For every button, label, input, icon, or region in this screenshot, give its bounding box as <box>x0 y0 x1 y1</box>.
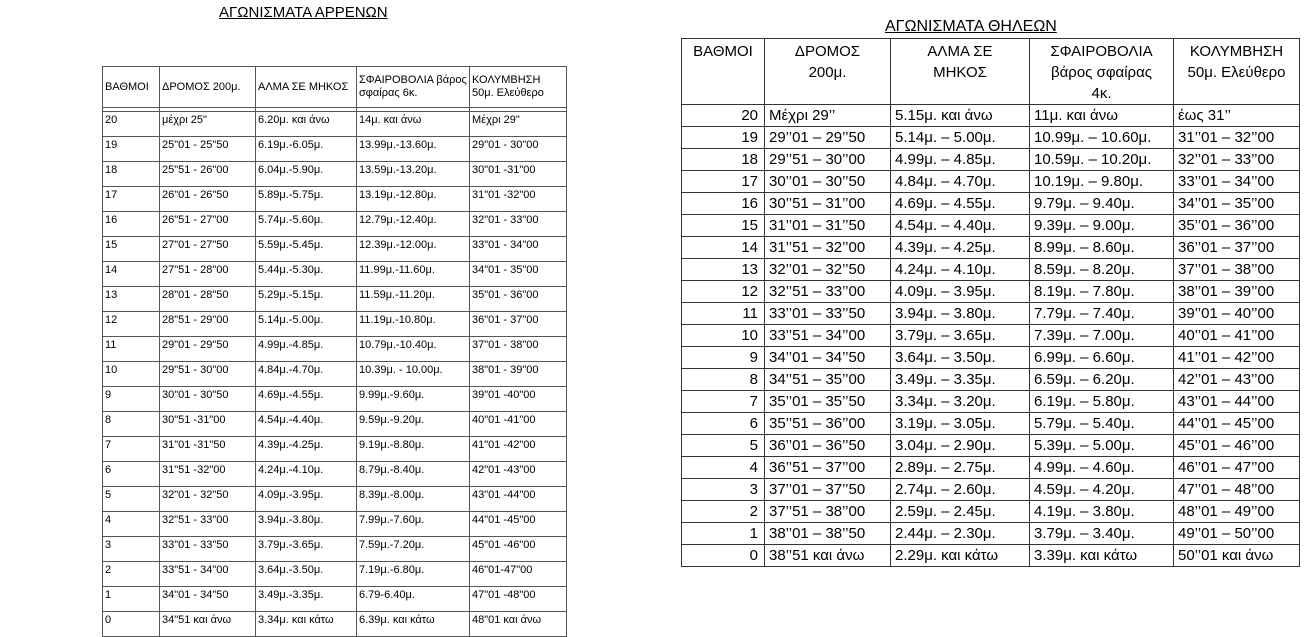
male-cell-swimming: 44"01 -45"00 <box>470 512 567 537</box>
male-cell-long-jump: 5.89μ.-5.75μ. <box>256 187 357 212</box>
female-cell-swimming: 49’’01 – 50’’00 <box>1174 523 1300 545</box>
male-cell-swimming: 42"01 -43"00 <box>470 462 567 487</box>
female-cell-shot-put: 8.59μ. – 8.20μ. <box>1030 259 1174 281</box>
female-cell-long-jump: 3.49μ. – 3.35μ. <box>891 369 1030 391</box>
table-row <box>682 479 1300 501</box>
female-cell-shot-put: 9.39μ. – 9.00μ. <box>1030 215 1174 237</box>
female-cell-swimming: 33’’01 – 34’’00 <box>1174 171 1300 193</box>
header-line: ΑΛΜΑ ΣΕ <box>927 43 993 60</box>
male-cell-long-jump: 5.59μ.-5.45μ. <box>256 237 357 262</box>
female-cell-run-200m: 38’’51 και άνω <box>765 545 891 567</box>
female-cell-swimming: 35’’01 – 36’’00 <box>1174 215 1300 237</box>
male-cell-swimming: 46"01-47"00 <box>470 562 567 587</box>
female-cell-shot-put: 5.39μ. – 5.00μ. <box>1030 435 1174 457</box>
male-cell-shot-put: 12.39μ.-12.00μ. <box>357 237 470 262</box>
female-cell-run-200m: 34’’01 – 34’’50 <box>765 347 891 369</box>
male-cell-points: 10 <box>103 362 160 387</box>
female-cell-swimming: 48’’01 – 49’’00 <box>1174 501 1300 523</box>
female-cell-swimming: 50’’01 και άνω <box>1174 545 1300 567</box>
female-header-run-200m <box>765 39 891 105</box>
female-cell-shot-put: 11μ. και άνω <box>1030 105 1174 127</box>
female-cell-long-jump: 3.64μ. – 3.50μ. <box>891 347 1030 369</box>
female-cell-long-jump: 4.69μ. – 4.55μ. <box>891 193 1030 215</box>
female-cell-swimming: 38’’01 – 39’’00 <box>1174 281 1300 303</box>
table-row <box>103 487 567 512</box>
female-cell-points: 17 <box>682 171 765 193</box>
male-cell-long-jump: 4.39μ.-4.25μ. <box>256 437 357 462</box>
female-cell-shot-put: 3.79μ. – 3.40μ. <box>1030 523 1174 545</box>
male-cell-long-jump: 4.54μ.-4.40μ. <box>256 412 357 437</box>
table-row <box>682 171 1300 193</box>
male-cell-points: 6 <box>103 462 160 487</box>
male-cell-shot-put: 9.59μ.-9.20μ. <box>357 412 470 437</box>
female-cell-points: 5 <box>682 435 765 457</box>
male-cell-shot-put: 11.19μ.-10.80μ. <box>357 312 470 337</box>
male-cell-long-jump: 6.04μ.-5.90μ. <box>256 162 357 187</box>
male-cell-swimming: 37"01 - 38"00 <box>470 337 567 362</box>
female-cell-points: 4 <box>682 457 765 479</box>
female-cell-points: 14 <box>682 237 765 259</box>
female-cell-shot-put: 10.19μ. – 9.80μ. <box>1030 171 1174 193</box>
male-cell-run-200m: 34"51 και άνω <box>160 612 256 637</box>
female-cell-swimming: 42’’01 – 43’’00 <box>1174 369 1300 391</box>
male-cell-run-200m: 28"51 - 29"00 <box>160 312 256 337</box>
header-line: ΒΑΘΜΟΙ <box>693 43 753 60</box>
table-row <box>103 562 567 587</box>
male-cell-run-200m: 34"01 - 34"50 <box>160 587 256 612</box>
header-line: ΔΡΟΜΟΣ <box>794 43 861 60</box>
table-row <box>103 587 567 612</box>
female-cell-swimming: 47’’01 – 48’’00 <box>1174 479 1300 501</box>
female-cell-run-200m: 38’’01 – 38’’50 <box>765 523 891 545</box>
male-cell-shot-put: 13.59μ.-13.20μ. <box>357 162 470 187</box>
header-line: ΜΗΚΟΣ <box>933 64 987 81</box>
table-row <box>103 537 567 562</box>
male-cell-shot-put: 6.39μ. και κάτω <box>357 612 470 637</box>
female-header-points <box>682 39 765 105</box>
female-cell-run-200m: 29’’01 – 29’’50 <box>765 127 891 149</box>
male-cell-points: 1 <box>103 587 160 612</box>
table-row <box>103 112 567 137</box>
male-cell-points: 18 <box>103 162 160 187</box>
male-header-shot-put: ΣΦΑΙΡΟΒΟΛΙΑ βάρος σφαίρας 6κ. <box>357 67 470 108</box>
male-cell-long-jump: 3.49μ.-3.35μ. <box>256 587 357 612</box>
female-header-shot-put <box>1030 39 1174 105</box>
female-cell-shot-put: 6.99μ. – 6.60μ. <box>1030 347 1174 369</box>
male-cell-shot-put: 9.19μ.-8.80μ. <box>357 437 470 462</box>
female-cell-points: 16 <box>682 193 765 215</box>
table-row <box>103 337 567 362</box>
female-cell-points: 15 <box>682 215 765 237</box>
table-row <box>682 501 1300 523</box>
table-row <box>103 237 567 262</box>
male-cell-shot-put: 11.99μ.-11.60μ. <box>357 262 470 287</box>
female-cell-run-200m: 32’’01 – 32’’50 <box>765 259 891 281</box>
female-cell-long-jump: 3.19μ. – 3.05μ. <box>891 413 1030 435</box>
male-cell-long-jump: 4.69μ.-4.55μ. <box>256 387 357 412</box>
female-cell-run-200m: 37’’01 – 37’’50 <box>765 479 891 501</box>
female-cell-run-200m: 36’’51 – 37’’00 <box>765 457 891 479</box>
table-row <box>682 347 1300 369</box>
male-cell-swimming: 40"01 -41"00 <box>470 412 567 437</box>
male-cell-run-200m: μέχρι 25" <box>160 112 256 137</box>
table-row <box>682 193 1300 215</box>
female-cell-swimming: 32’’01 – 33’’00 <box>1174 149 1300 171</box>
female-cell-shot-put: 10.59μ. – 10.20μ. <box>1030 149 1174 171</box>
header-line: 50μ. Ελεύθερο <box>1187 64 1286 81</box>
table-row <box>682 325 1300 347</box>
male-cell-points: 9 <box>103 387 160 412</box>
table-row <box>103 362 567 387</box>
female-cell-shot-put: 10.99μ. – 10.60μ. <box>1030 127 1174 149</box>
male-cell-long-jump: 4.09μ.-3.95μ. <box>256 487 357 512</box>
male-cell-run-200m: 32"01 - 32"50 <box>160 487 256 512</box>
female-cell-long-jump: 4.54μ. – 4.40μ. <box>891 215 1030 237</box>
male-cell-points: 5 <box>103 487 160 512</box>
female-cell-points: 7 <box>682 391 765 413</box>
table-row <box>682 259 1300 281</box>
male-cell-long-jump: 4.84μ.-4.70μ. <box>256 362 357 387</box>
male-cell-long-jump: 3.34μ. και κάτω <box>256 612 357 637</box>
male-cell-long-jump: 4.24μ.-4.10μ. <box>256 462 357 487</box>
male-header-row <box>103 67 567 108</box>
female-cell-points: 1 <box>682 523 765 545</box>
table-row <box>682 435 1300 457</box>
male-cell-points: 19 <box>103 137 160 162</box>
male-cell-points: 15 <box>103 237 160 262</box>
male-cell-swimming: 38"01 - 39"00 <box>470 362 567 387</box>
header-line: 200μ. <box>808 64 847 81</box>
table-row <box>682 237 1300 259</box>
female-cell-shot-put: 6.59μ. – 6.20μ. <box>1030 369 1174 391</box>
male-cell-shot-put: 9.99μ.-9.60μ. <box>357 387 470 412</box>
male-cell-shot-put: 7.19μ.-6.80μ. <box>357 562 470 587</box>
male-cell-long-jump: 5.14μ.-5.00μ. <box>256 312 357 337</box>
female-header-row <box>682 39 1300 105</box>
male-cell-swimming: 33"01 - 34"00 <box>470 237 567 262</box>
female-cell-points: 2 <box>682 501 765 523</box>
male-cell-run-200m: 26"01 - 26"50 <box>160 187 256 212</box>
male-cell-run-200m: 31"51 -32"00 <box>160 462 256 487</box>
male-cell-shot-put: 10.79μ.-10.40μ. <box>357 337 470 362</box>
table-row <box>682 545 1300 567</box>
male-cell-swimming: 32"01 - 33"00 <box>470 212 567 237</box>
male-cell-run-200m: 27"51 - 28"00 <box>160 262 256 287</box>
male-cell-shot-put: 14μ. και άνω <box>357 112 470 137</box>
table-row <box>103 412 567 437</box>
female-cell-run-200m: 35’’51 – 36’’00 <box>765 413 891 435</box>
male-cell-run-200m: 28"01 - 28"50 <box>160 287 256 312</box>
female-cell-swimming: 39’’01 – 40’’00 <box>1174 303 1300 325</box>
male-cell-swimming: 43"01 -44"00 <box>470 487 567 512</box>
female-cell-long-jump: 2.29μ. και κάτω <box>891 545 1030 567</box>
male-cell-shot-put: 11.59μ.-11.20μ. <box>357 287 470 312</box>
female-cell-swimming: έως 31’’ <box>1174 105 1300 127</box>
female-cell-long-jump: 4.24μ. – 4.10μ. <box>891 259 1030 281</box>
female-cell-long-jump: 4.84μ. – 4.70μ. <box>891 171 1030 193</box>
male-cell-swimming: 36"01 - 37"00 <box>470 312 567 337</box>
female-cell-points: 20 <box>682 105 765 127</box>
female-cell-shot-put: 6.19μ. – 5.80μ. <box>1030 391 1174 413</box>
male-cell-swimming: 41"01 -42"00 <box>470 437 567 462</box>
male-events-title: ΑΓΩΝΙΣΜΑΤΑ ΑΡΡΕΝΩΝ <box>219 4 388 21</box>
male-cell-long-jump: 5.74μ.-5.60μ. <box>256 212 357 237</box>
female-cell-long-jump: 2.59μ. – 2.45μ. <box>891 501 1030 523</box>
female-cell-shot-put: 7.39μ. – 7.00μ. <box>1030 325 1174 347</box>
table-row <box>103 462 567 487</box>
female-cell-shot-put: 3.39μ. και κάτω <box>1030 545 1174 567</box>
male-cell-swimming: 34"01 - 35"00 <box>470 262 567 287</box>
male-cell-shot-put: 13.19μ.-12.80μ. <box>357 187 470 212</box>
male-cell-run-200m: 33"51 - 34"00 <box>160 562 256 587</box>
table-row <box>103 612 567 637</box>
female-cell-long-jump: 2.74μ. – 2.60μ. <box>891 479 1030 501</box>
female-cell-points: 10 <box>682 325 765 347</box>
female-cell-long-jump: 5.14μ. – 5.00μ. <box>891 127 1030 149</box>
female-cell-swimming: 44’’01 – 45’’00 <box>1174 413 1300 435</box>
table-row <box>103 137 567 162</box>
male-cell-run-200m: 30"01 - 30"50 <box>160 387 256 412</box>
female-cell-points: 8 <box>682 369 765 391</box>
female-cell-shot-put: 9.79μ. – 9.40μ. <box>1030 193 1174 215</box>
female-cell-swimming: 34’’01 – 35’’00 <box>1174 193 1300 215</box>
table-row <box>682 523 1300 545</box>
female-cell-swimming: 41’’01 – 42’’00 <box>1174 347 1300 369</box>
male-cell-run-200m: 27"01 - 27"50 <box>160 237 256 262</box>
female-cell-shot-put: 7.79μ. – 7.40μ. <box>1030 303 1174 325</box>
male-cell-swimming: 30"01 -31"00 <box>470 162 567 187</box>
female-cell-points: 13 <box>682 259 765 281</box>
table-row <box>103 512 567 537</box>
female-scoring-table <box>681 38 1300 567</box>
male-cell-shot-put: 7.99μ.-7.60μ. <box>357 512 470 537</box>
header-line: ΚΟΛΥΜΒΗΣΗ <box>1189 43 1284 60</box>
male-cell-swimming: 45"01 -46"00 <box>470 537 567 562</box>
male-cell-shot-put: 7.59μ.-7.20μ. <box>357 537 470 562</box>
male-cell-swimming: 47"01 -48"00 <box>470 587 567 612</box>
female-cell-run-200m: 29’’51 – 30’’00 <box>765 149 891 171</box>
table-row <box>682 127 1300 149</box>
male-cell-long-jump: 5.44μ.-5.30μ. <box>256 262 357 287</box>
female-cell-points: 12 <box>682 281 765 303</box>
table-row <box>682 391 1300 413</box>
female-cell-long-jump: 2.89μ. – 2.75μ. <box>891 457 1030 479</box>
female-cell-run-200m: Μέχρι 29’’ <box>765 105 891 127</box>
male-cell-shot-put: 13.99μ.-13.60μ. <box>357 137 470 162</box>
female-cell-points: 3 <box>682 479 765 501</box>
table-row <box>682 281 1300 303</box>
female-cell-run-200m: 36’’01 – 36’’50 <box>765 435 891 457</box>
female-cell-shot-put: 8.19μ. – 7.80μ. <box>1030 281 1174 303</box>
female-cell-run-200m: 35’’01 – 35’’50 <box>765 391 891 413</box>
female-cell-long-jump: 4.39μ. – 4.25μ. <box>891 237 1030 259</box>
male-header-swimming: ΚΟΛΥΜΒΗΣΗ 50μ. Ελεύθερο <box>470 67 567 108</box>
female-cell-long-jump: 5.15μ. και άνω <box>891 105 1030 127</box>
male-cell-long-jump: 6.19μ.-6.05μ. <box>256 137 357 162</box>
male-cell-shot-put: 12.79μ.-12.40μ. <box>357 212 470 237</box>
male-cell-points: 12 <box>103 312 160 337</box>
table-row <box>103 437 567 462</box>
male-cell-points: 20 <box>103 112 160 137</box>
female-header-long-jump <box>891 39 1030 105</box>
table-row <box>103 162 567 187</box>
female-cell-long-jump: 3.94μ. – 3.80μ. <box>891 303 1030 325</box>
male-cell-long-jump: 6.20μ. και άνω <box>256 112 357 137</box>
female-cell-long-jump: 2.44μ. – 2.30μ. <box>891 523 1030 545</box>
male-cell-shot-put: 8.79μ.-8.40μ. <box>357 462 470 487</box>
male-cell-points: 0 <box>103 612 160 637</box>
male-cell-swimming: Μέχρι 29" <box>470 112 567 137</box>
male-cell-points: 14 <box>103 262 160 287</box>
female-cell-run-200m: 31’’01 – 31’’50 <box>765 215 891 237</box>
male-cell-long-jump: 5.29μ.-5.15μ. <box>256 287 357 312</box>
table-row <box>682 369 1300 391</box>
female-cell-long-jump: 4.99μ. – 4.85μ. <box>891 149 1030 171</box>
female-cell-run-200m: 33’’01 – 33’’50 <box>765 303 891 325</box>
male-header-points: ΒΑΘΜΟΙ <box>103 67 160 108</box>
header-line: ΣΦΑΙΡΟΒΟΛΙΑ <box>1050 43 1153 60</box>
table-row <box>103 212 567 237</box>
table-row <box>103 187 567 212</box>
female-events-title: ΑΓΩΝΙΣΜΑΤΑ ΘΗΛΕΩΝ <box>885 18 1057 35</box>
male-cell-run-200m: 25"51 - 26"00 <box>160 162 256 187</box>
male-cell-shot-put: 8.39μ.-8.00μ. <box>357 487 470 512</box>
female-cell-run-200m: 37’’51 – 38’’00 <box>765 501 891 523</box>
female-cell-points: 19 <box>682 127 765 149</box>
male-cell-run-200m: 29"51 - 30"00 <box>160 362 256 387</box>
female-cell-swimming: 40’’01 – 41’’00 <box>1174 325 1300 347</box>
female-cell-swimming: 46’’01 – 47’’00 <box>1174 457 1300 479</box>
table-row <box>103 312 567 337</box>
male-cell-run-200m: 30"51 -31"00 <box>160 412 256 437</box>
female-cell-run-200m: 32’’51 – 33’’00 <box>765 281 891 303</box>
male-cell-shot-put: 6.79-6.40μ. <box>357 587 470 612</box>
female-cell-points: 6 <box>682 413 765 435</box>
table-row <box>682 413 1300 435</box>
female-cell-shot-put: 4.59μ. – 4.20μ. <box>1030 479 1174 501</box>
male-cell-shot-put: 10.39μ. - 10.00μ. <box>357 362 470 387</box>
female-cell-long-jump: 3.34μ. – 3.20μ. <box>891 391 1030 413</box>
male-cell-long-jump: 3.79μ.-3.65μ. <box>256 537 357 562</box>
male-cell-run-200m: 32"51 - 33"00 <box>160 512 256 537</box>
male-cell-run-200m: 31"01 -31"50 <box>160 437 256 462</box>
female-cell-points: 0 <box>682 545 765 567</box>
female-cell-long-jump: 4.09μ. – 3.95μ. <box>891 281 1030 303</box>
table-row <box>682 303 1300 325</box>
male-cell-run-200m: 33"01 - 33"50 <box>160 537 256 562</box>
female-cell-run-200m: 33’’51 – 34’’00 <box>765 325 891 347</box>
female-cell-shot-put: 4.99μ. – 4.60μ. <box>1030 457 1174 479</box>
female-cell-swimming: 45’’01 – 46’’00 <box>1174 435 1300 457</box>
female-cell-run-200m: 34’’51 – 35’’00 <box>765 369 891 391</box>
male-header-run-200m: ΔΡΟΜΟΣ 200μ. <box>160 67 256 108</box>
male-cell-points: 3 <box>103 537 160 562</box>
female-cell-points: 18 <box>682 149 765 171</box>
table-row <box>103 287 567 312</box>
male-cell-swimming: 48"01 και άνω <box>470 612 567 637</box>
male-cell-points: 16 <box>103 212 160 237</box>
male-cell-swimming: 35"01 - 36"00 <box>470 287 567 312</box>
table-row <box>682 105 1300 127</box>
table-row <box>682 457 1300 479</box>
male-header-long-jump: ΑΛΜΑ ΣΕ ΜΗΚΟΣ <box>256 67 357 108</box>
male-cell-run-200m: 26"51 - 27"00 <box>160 212 256 237</box>
female-cell-long-jump: 3.79μ. – 3.65μ. <box>891 325 1030 347</box>
male-cell-points: 17 <box>103 187 160 212</box>
female-cell-run-200m: 30’’01 – 30’’50 <box>765 171 891 193</box>
female-cell-swimming: 36’’01 – 37’’00 <box>1174 237 1300 259</box>
male-scoring-table <box>102 66 567 637</box>
table-row <box>682 149 1300 171</box>
male-cell-swimming: 39"01 -40"00 <box>470 387 567 412</box>
male-cell-points: 2 <box>103 562 160 587</box>
male-cell-long-jump: 4.99μ.-4.85μ. <box>256 337 357 362</box>
male-cell-points: 13 <box>103 287 160 312</box>
male-cell-points: 4 <box>103 512 160 537</box>
female-cell-shot-put: 4.19μ. – 3.80μ. <box>1030 501 1174 523</box>
table-row <box>682 215 1300 237</box>
female-cell-swimming: 31’’01 – 32’’00 <box>1174 127 1300 149</box>
female-cell-long-jump: 3.04μ. – 2.90μ. <box>891 435 1030 457</box>
header-line: 4κ. <box>1091 85 1112 102</box>
table-row <box>103 262 567 287</box>
female-cell-shot-put: 8.99μ. – 8.60μ. <box>1030 237 1174 259</box>
female-cell-run-200m: 31’’51 – 32’’00 <box>765 237 891 259</box>
male-cell-points: 11 <box>103 337 160 362</box>
female-cell-points: 9 <box>682 347 765 369</box>
male-cell-swimming: 29"01 - 30"00 <box>470 137 567 162</box>
table-row <box>103 387 567 412</box>
female-cell-shot-put: 5.79μ. – 5.40μ. <box>1030 413 1174 435</box>
female-cell-points: 11 <box>682 303 765 325</box>
male-cell-points: 7 <box>103 437 160 462</box>
female-cell-swimming: 37’’01 – 38’’00 <box>1174 259 1300 281</box>
female-cell-run-200m: 30’’51 – 31’’00 <box>765 193 891 215</box>
header-line: βάρος σφαίρας <box>1051 64 1152 81</box>
male-cell-run-200m: 29"01 - 29"50 <box>160 337 256 362</box>
female-cell-swimming: 43’’01 – 44’’00 <box>1174 391 1300 413</box>
female-header-swimming <box>1174 39 1300 105</box>
male-cell-run-200m: 25"01 - 25"50 <box>160 137 256 162</box>
male-cell-long-jump: 3.64μ.-3.50μ. <box>256 562 357 587</box>
male-cell-long-jump: 3.94μ.-3.80μ. <box>256 512 357 537</box>
male-cell-points: 8 <box>103 412 160 437</box>
male-cell-swimming: 31"01 -32"00 <box>470 187 567 212</box>
